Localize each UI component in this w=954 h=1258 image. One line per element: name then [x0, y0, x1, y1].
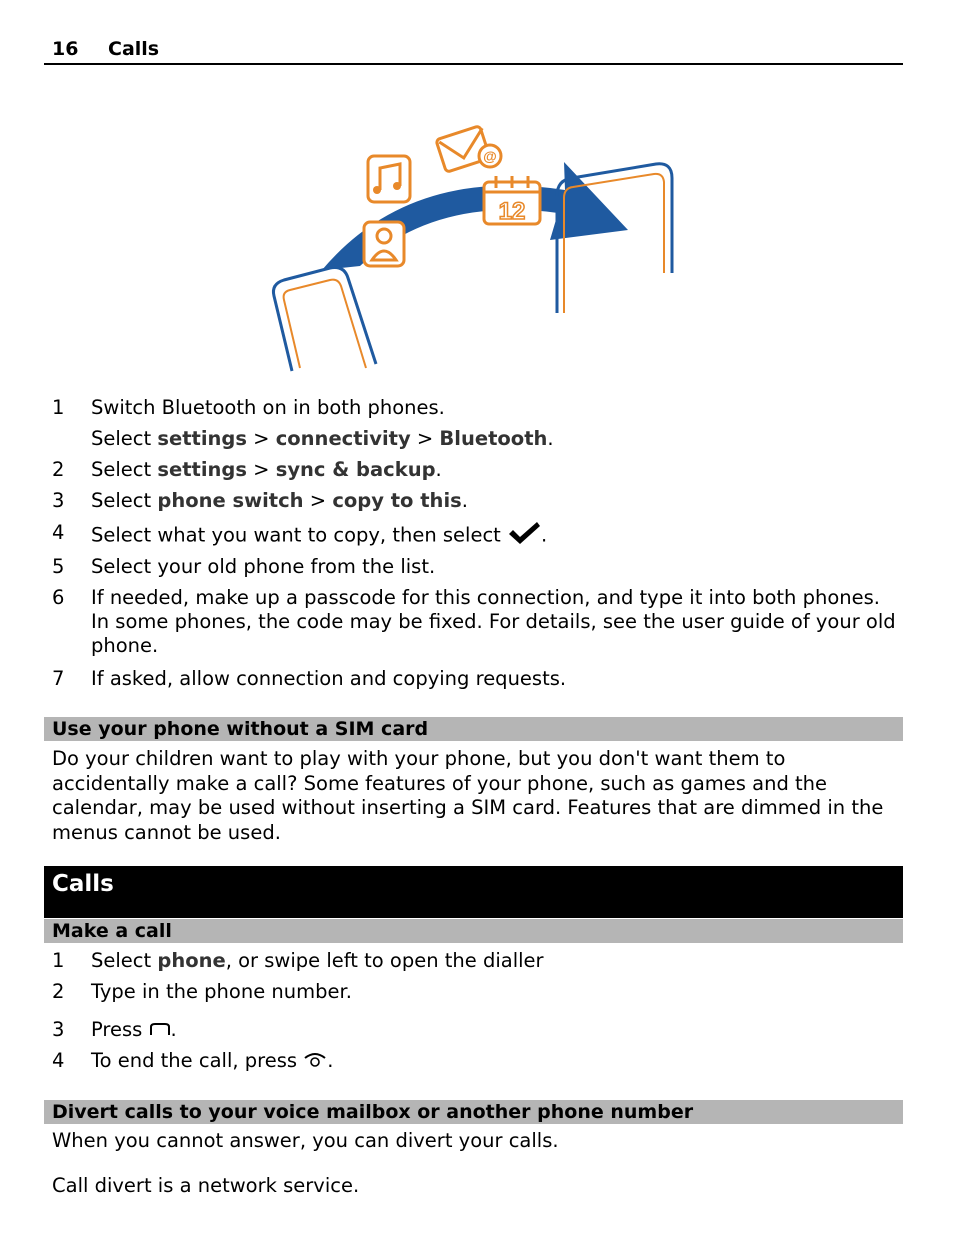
- section-heading-bar: [44, 919, 903, 943]
- svg-text:@: @: [483, 148, 497, 164]
- new-phone-outline: [557, 164, 672, 313]
- divert-paragraph-2: Call divert is a network service.: [52, 1174, 360, 1197]
- section-heading-bar: [44, 717, 903, 741]
- call-key-icon: [149, 1019, 171, 1043]
- old-phone-outline: [273, 267, 376, 371]
- step-text: Select what you want to copy, then select .: [91, 521, 901, 551]
- section-heading-sim: Use your phone without a SIM card: [52, 718, 429, 740]
- section-heading-bar: [44, 1100, 903, 1124]
- section-heading-divert: Divert calls to your voice mailbox or another phone number: [52, 1101, 694, 1123]
- step-number: 1: [52, 396, 65, 419]
- end-call-icon: [303, 1050, 327, 1074]
- menu-path-item: phone switch: [157, 489, 304, 512]
- step-number: 7: [52, 667, 65, 690]
- step-text: If asked, allow connection and copying requests.: [91, 667, 567, 690]
- section-heading-make-call: Make a call: [52, 920, 172, 942]
- contact-icon: [364, 222, 404, 266]
- step-number: 4: [52, 521, 65, 544]
- step-text: Press .: [91, 1018, 177, 1041]
- step-text: Select settings > connectivity > Bluetooth.: [91, 427, 554, 450]
- step-number: 6: [52, 586, 65, 609]
- step-number: 2: [52, 980, 65, 1003]
- step-text: Select phone switch > copy to this.: [91, 489, 468, 512]
- chapter-heading-bar: [44, 866, 903, 918]
- phone-transfer-illustration: [260, 118, 690, 378]
- step-text: Select your old phone from the list.: [91, 555, 436, 578]
- step-text: Select phone, or swipe left to open the dialler: [91, 949, 544, 972]
- running-title: Calls: [108, 38, 160, 60]
- menu-path-item: connectivity: [275, 427, 411, 450]
- sim-paragraph: Do your children want to play with your phone, but you don't want them to accidentally make a call? Some features of your phone, such as games and the calendar, may be used without inserting a SIM card. Features that are dimmed in the menus cannot be used.: [52, 747, 884, 844]
- step-text: Type in the phone number.: [91, 980, 352, 1003]
- step-number: 5: [52, 555, 65, 578]
- step-number: 2: [52, 458, 65, 481]
- chapter-title: Calls: [52, 871, 114, 897]
- menu-path-item: sync & backup: [275, 458, 436, 481]
- menu-path-item: Bluetooth: [439, 427, 548, 450]
- menu-path-item: phone: [157, 949, 226, 972]
- calendar-date-label: 12: [498, 198, 526, 225]
- music-note-icon: [368, 156, 410, 202]
- step-number: 3: [52, 489, 65, 512]
- calendar-icon: [484, 176, 540, 225]
- menu-path-item: settings: [157, 427, 247, 450]
- step-text: Switch Bluetooth on in both phones.: [91, 396, 445, 419]
- step-number: 3: [52, 1018, 65, 1041]
- page-number: 16: [52, 38, 79, 60]
- menu-path-item: copy to this: [332, 489, 462, 512]
- email-icon: [436, 126, 501, 173]
- menu-path-item: settings: [157, 458, 247, 481]
- page-header: [44, 36, 903, 65]
- check-icon: [507, 521, 541, 551]
- step-text: Select settings > sync & backup.: [91, 458, 442, 481]
- divert-paragraph-1: When you cannot answer, you can divert your calls.: [52, 1129, 559, 1152]
- step-number: 4: [52, 1049, 65, 1072]
- step-text: To end the call, press .: [91, 1049, 334, 1072]
- step-number: 1: [52, 949, 65, 972]
- step-text: If needed, make up a passcode for this connection, and type it into both phones. In some phones, the code may be fixed. For details, see the user guide of your old phone.: [91, 586, 896, 657]
